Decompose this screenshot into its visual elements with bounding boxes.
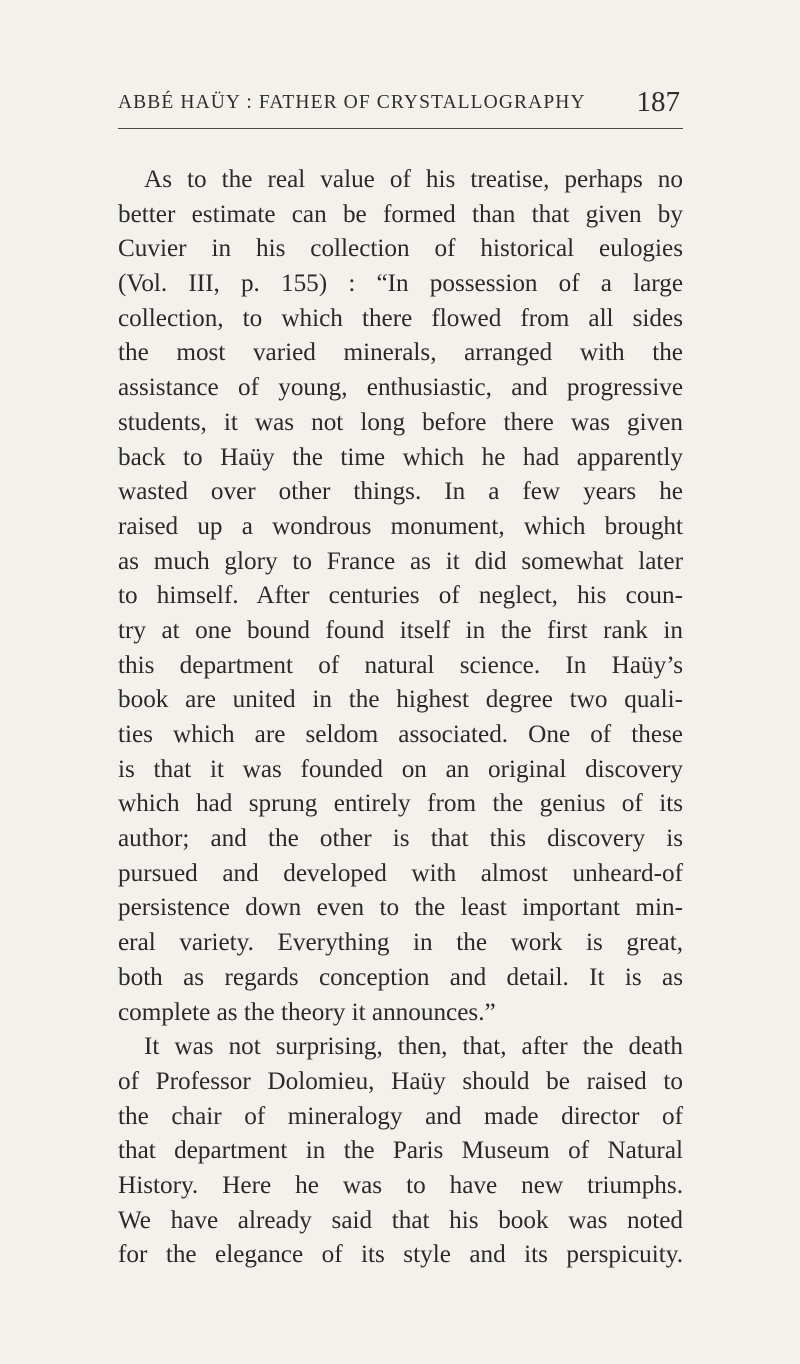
paragraph-2	[118, 1030, 683, 1273]
text-line: We have already said that his book was noted	[118, 1206, 683, 1234]
paragraph-1	[118, 163, 683, 1030]
text-line: this department of natural science. In Haüy’s	[118, 651, 683, 679]
text-line: students, it was not long before there was given	[118, 408, 683, 436]
text-line: which had sprung entirely from the genius of its	[118, 790, 683, 818]
text-line: is that it was founded on an original discovery	[118, 755, 683, 783]
text-line: author; and the other is that this discovery is	[118, 825, 683, 853]
text-line: raised up a wondrous monument, which brought	[118, 512, 683, 540]
text-line: eral variety. Everything in the work is great,	[118, 929, 683, 957]
text-line: wasted over other things. In a few years he	[118, 478, 683, 506]
text-line: It was not surprising, then, that, after the death	[144, 1033, 683, 1061]
text-line: for the elegance of its style and its perspicuity.	[118, 1241, 683, 1269]
text-line: assistance of young, enthusiastic, and progressive	[118, 374, 683, 402]
text-line: the chair of mineralogy and made director of	[118, 1102, 683, 1130]
text-line: better estimate can be formed than that given by	[118, 200, 683, 228]
text-line: (Vol. III, p. 155) : “In possession of a large	[118, 270, 683, 298]
text-line: collection, to which there flowed from all sides	[118, 304, 683, 332]
header-rule	[118, 128, 683, 129]
text-line: pursued and developed with almost unheard-of	[118, 859, 683, 887]
text-line: book are united in the highest degree two quali-	[118, 686, 683, 714]
text-line: to himself. After centuries of neglect, his coun-	[118, 582, 683, 610]
text-line: the most varied minerals, arranged with the	[118, 339, 683, 367]
page-number: 187	[636, 86, 680, 118]
text-line: Cuvier in his collection of historical eulogies	[118, 235, 683, 263]
text-line: that department in the Paris Museum of Natural	[118, 1137, 683, 1165]
text-line: of Professor Dolomieu, Haüy should be raised to	[118, 1067, 683, 1095]
text-line: History. Here he was to have new triumphs.	[118, 1171, 683, 1199]
text-line: complete as the theory it announces.”	[118, 998, 496, 1026]
running-title: ABBÉ HAÜY : FATHER OF CRYSTALLOGRAPHY	[118, 92, 586, 113]
text-line: persistence down even to the least important min-	[118, 894, 683, 922]
text-line: both as regards conception and detail. It is as	[118, 963, 683, 991]
running-head	[118, 86, 680, 126]
text-line: as much glory to France as it did somewhat later	[118, 547, 683, 575]
text-line: As to the real value of his treatise, perhaps no	[144, 166, 683, 193]
text-line: back to Haüy the time which he had apparently	[118, 443, 683, 471]
text-line: try at one bound found itself in the first rank in	[118, 616, 683, 644]
text-line: ties which are seldom associated. One of these	[118, 721, 683, 748]
body-text	[118, 163, 683, 1273]
